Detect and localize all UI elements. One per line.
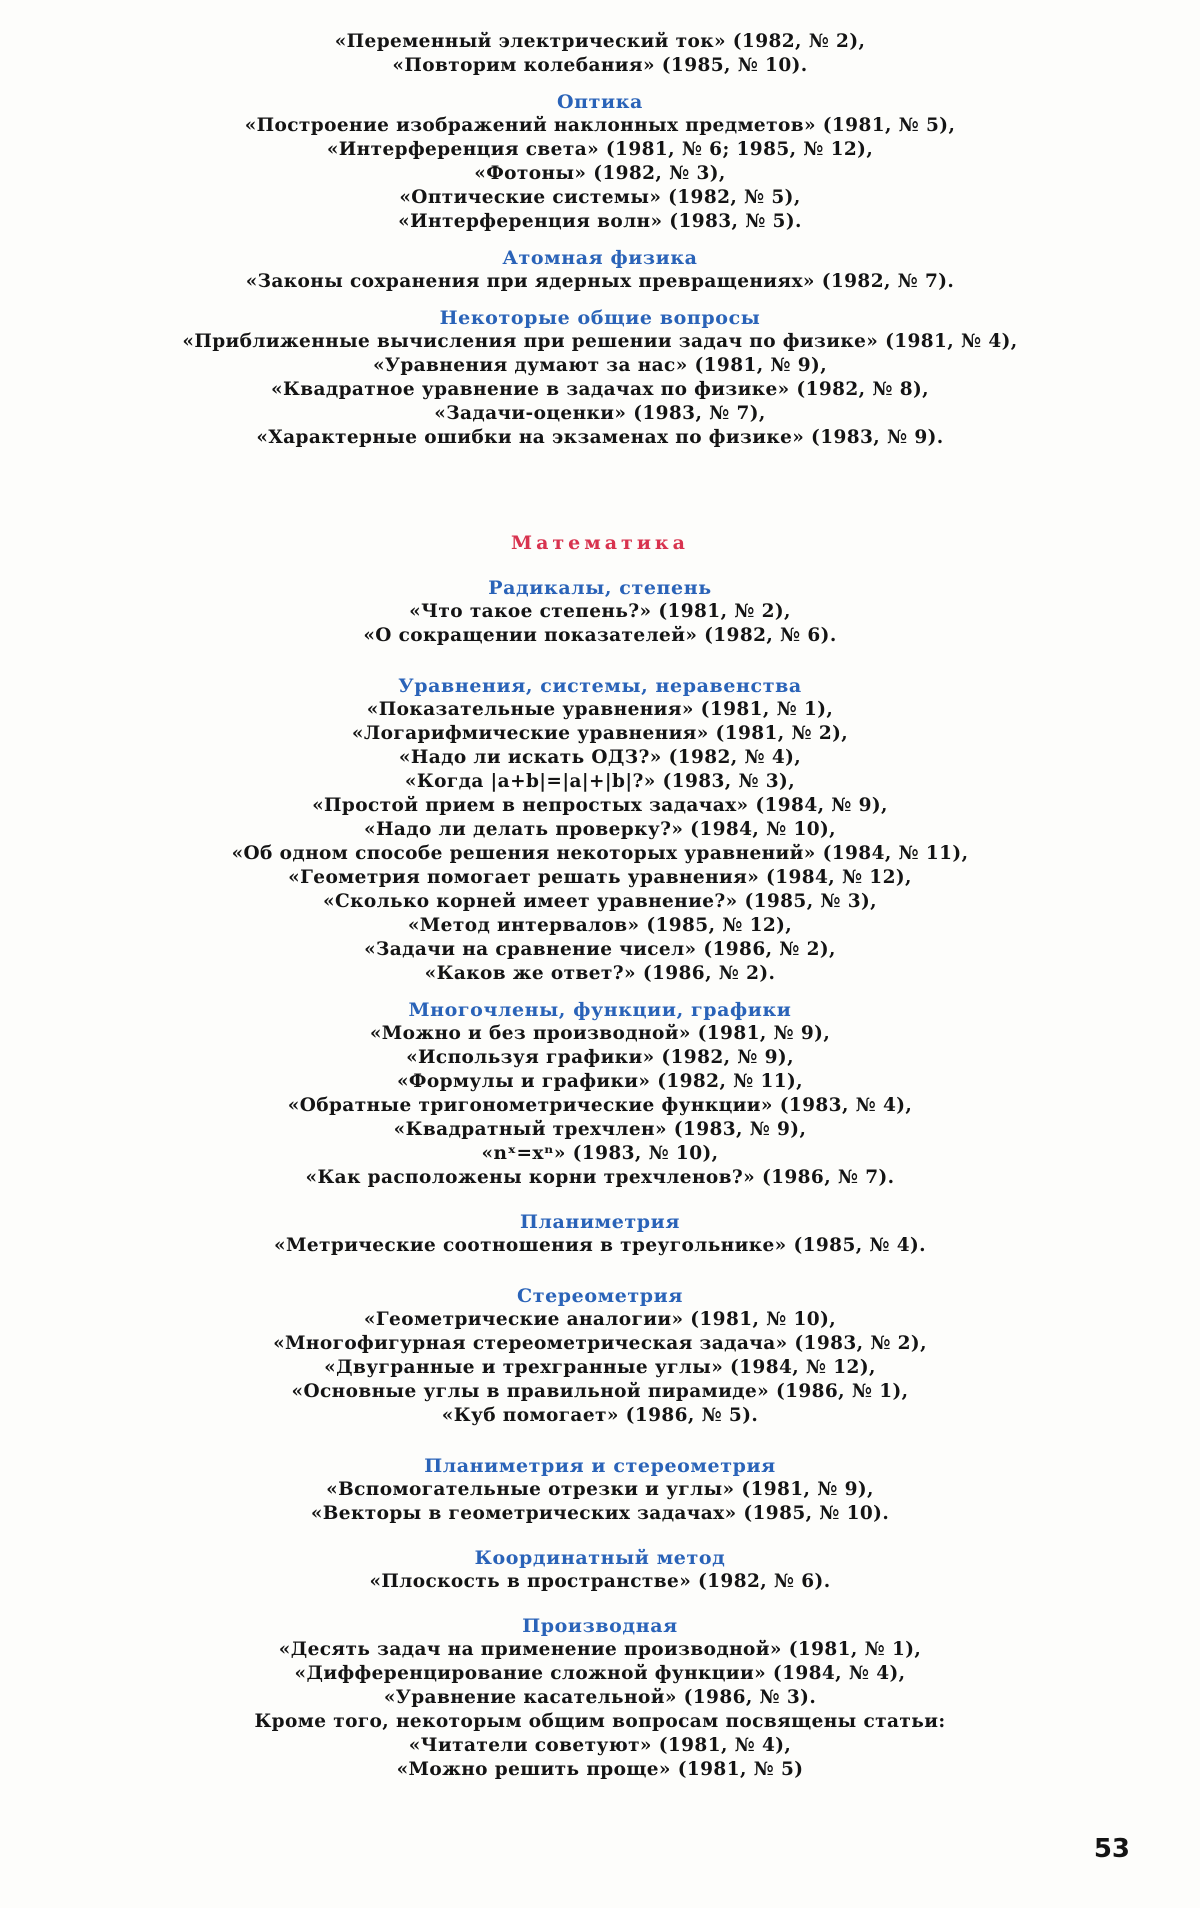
entry-line: «Логарифмические уравнения» (1981, № 2), [351,723,849,744]
section-heading-optics: Оптика [557,91,643,113]
entry-line: «Переменный электрический ток» (1982, № 2), [334,31,866,52]
section-heading-plan-stereo: Планиметрия и стереометрия [424,1455,776,1477]
entry-line: «Когда |a+b|=|a|+|b|?» (1983, № 3), [404,771,796,792]
entry-line: «Каков же ответ?» (1986, № 2). [424,963,776,984]
atomic-section [120,246,1080,294]
entry-line: «Построение изображений наклонных предметов» (1981, № 5), [244,115,956,136]
entry-line: «Обратные тригонометрические функции» (1983, № 4), [287,1095,913,1116]
coordinate-section [120,1546,1080,1594]
entry-line: «О сокращении показателей» (1982, № 6). [363,625,837,646]
page-number: 53 [1093,1834,1130,1864]
entry-line: «Уравнения думают за нас» (1981, № 9), [372,355,828,376]
entry-line: «Надо ли делать проверку?» (1984, № 10), [364,819,836,840]
note-line: Кроме того, некоторым общим вопросам посвящены статьи: [254,1711,946,1732]
entry-line: «Геометрические аналогии» (1981, № 10), [363,1309,837,1330]
entry-line: «Приближенные вычисления при решении задач по физике» (1981, № 4), [182,331,1018,352]
entry-line: «Вспомогательные отрезки и углы» (1981, № 9), [326,1479,874,1500]
general-section [120,306,1080,450]
entry-line: «Формулы и графики» (1982, № 11), [396,1071,804,1092]
entry-line: «Законы сохранения при ядерных превращениях» (1982, № 7). [245,271,955,292]
section-heading-radicals: Радикалы, степень [488,577,712,599]
entry-line: «Дифференцирование сложной функции» (1984, № 4), [294,1663,906,1684]
polynomials-section [120,998,1080,1190]
entry-line: «Повторим колебания» (1985, № 10). [392,55,808,76]
entry-line: «Показательные уравнения» (1981, № 1), [366,699,834,720]
entry-line: «Квадратное уравнение в задачах по физике» (1982, № 8), [271,379,929,400]
entry-line: «Интерференция волн» (1983, № 5). [398,211,802,232]
entry-line: «Метрические соотношения в треугольнике» (1985, № 4). [273,1235,927,1256]
entry-line: «Характерные ошибки на экзаменах по физике» (1983, № 9). [256,427,944,448]
entry-line: «Интерференция света» (1981, № 6; 1985, № 12), [326,139,874,160]
entry-line: «Надо ли искать ОДЗ?» (1982, № 4), [398,747,802,768]
entry-line: «Задачи-оценки» (1983, № 7), [434,403,766,424]
entry-line: «nˣ=xⁿ» (1983, № 10), [481,1143,719,1164]
entry-line: «Что такое степень?» (1981, № 2), [409,601,791,622]
entry-line: «Уравнение касательной» (1986, № 3). [383,1687,817,1708]
derivative-section [120,1614,1080,1782]
section-heading-equations: Уравнения, системы, неравенства [398,675,802,697]
entry-line: «Читатели советуют» (1981, № 4), [408,1735,792,1756]
section-heading-derivative: Производная [522,1615,678,1637]
entry-line: «Фотоны» (1982, № 3), [474,163,726,184]
entry-line: «Об одном способе решения некоторых уравнений» (1984, № 11), [231,843,969,864]
entry-line: «Куб помогает» (1986, № 5). [441,1405,759,1426]
entry-line: «Квадратный трехчлен» (1983, № 9), [393,1119,807,1140]
entry-line: «Задачи на сравнение чисел» (1986, № 2), [364,939,836,960]
entry-line: «Геометрия помогает решать уравнения» (1984, № 12), [288,867,912,888]
radicals-section [120,576,1080,648]
plan-stereo-section [120,1454,1080,1526]
entry-line: «Сколько корней имеет уравнение?» (1985, № 3), [322,891,877,912]
section-heading-planimetry: Планиметрия [519,1211,681,1233]
entry-line: «Можно решить проще» (1981, № 5) [396,1759,804,1780]
entry-line: «Простой прием в непростых задачах» (1984, № 9), [312,795,888,816]
entry-line: «Векторы в геометрических задачах» (1985, № 10). [310,1503,890,1524]
entry-line: «Метод интервалов» (1985, № 12), [407,915,793,936]
entry-line: «Используя графики» (1982, № 9), [406,1047,794,1068]
entry-line: «Оптические системы» (1982, № 5), [399,187,801,208]
section-heading-coordinate: Координатный метод [474,1547,726,1569]
entry-line: «Можно и без производной» (1981, № 9), [369,1023,831,1044]
equations-section [120,674,1080,986]
section-heading-polynomials: Многочлены, функции, графики [408,999,792,1021]
section-heading-stereometry: Стереометрия [516,1285,683,1307]
entry-line: «Плоскость в пространстве» (1982, № 6). [369,1571,831,1592]
section-title-mathematics: Математика [511,532,689,554]
optics-section [120,90,1080,234]
entry-line: «Как расположены корни трехчленов?» (1986, № 7). [305,1167,895,1188]
stereometry-section [120,1284,1080,1428]
section-heading-general: Некоторые общие вопросы [439,307,761,329]
entry-line: «Десять задач на применение производной» (1981, № 1), [278,1639,922,1660]
entry-line: «Двугранные и трехгранные углы» (1984, № 12), [324,1357,876,1378]
section-heading-atomic: Атомная физика [502,247,698,269]
planimetry-section [120,1210,1080,1258]
entry-line: «Основные углы в правильной пирамиде» (1986, № 1), [291,1381,909,1402]
physics-tail-section [120,30,1080,78]
article-index-column [120,30,1080,1782]
entry-line: «Многофигурная стереометрическая задача» (1983, № 2), [273,1333,927,1354]
